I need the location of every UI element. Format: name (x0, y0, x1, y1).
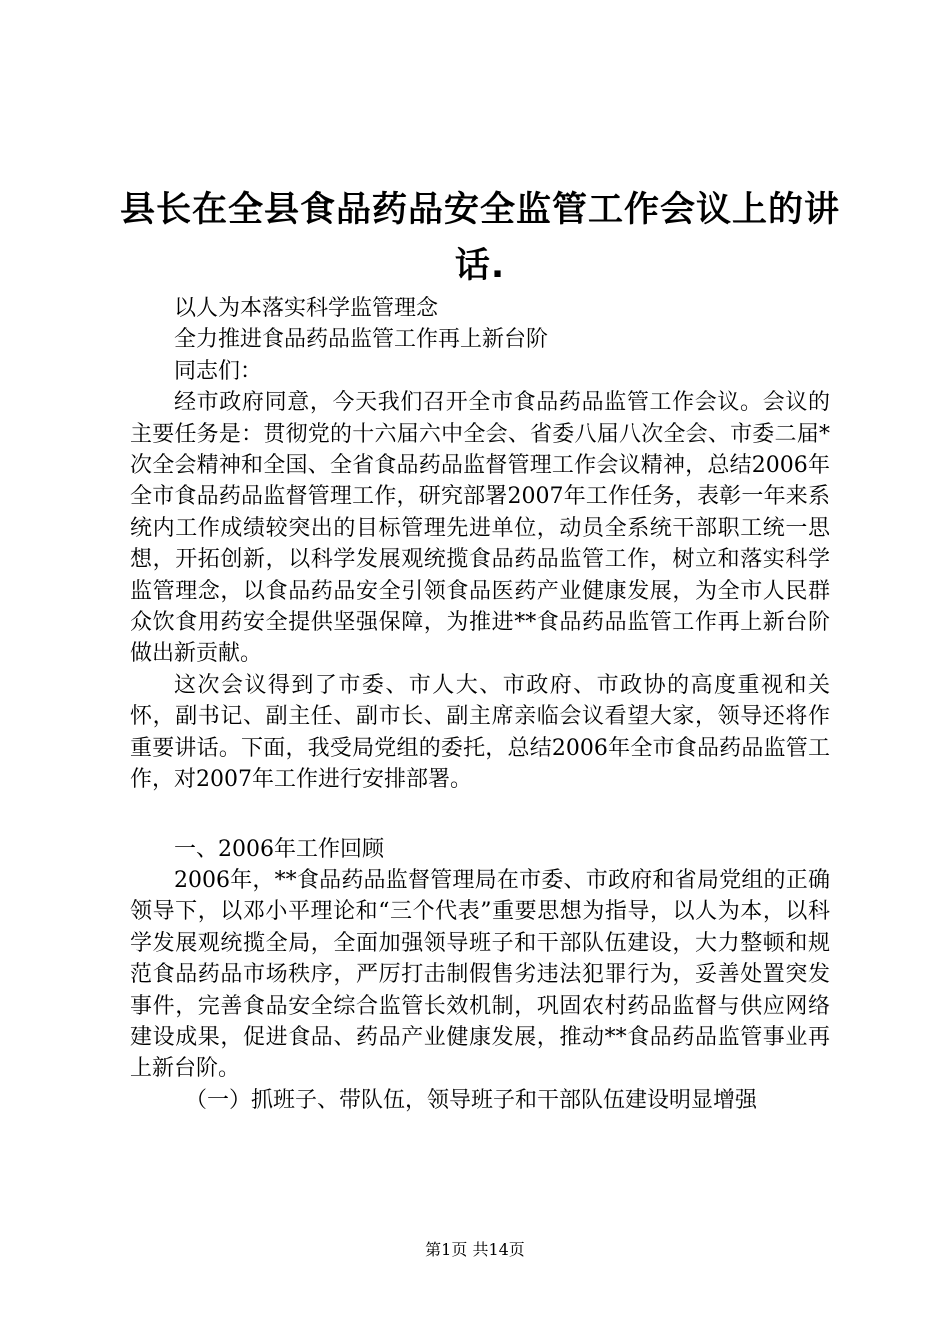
paragraph-review: 2006年，**食品药品监督管理局在市委、市政府和省局党组的正确领导下，以邓小平理论和“三个代表”重要思想为指导，以人为本，以科学发展观统揽全局，全面加强领导班子和干部队伍建设，大力整顿和规范食品药品市场秩序，严厉打击制假售劣违法犯罪行为，妥善处置突发事件，完善食品安全综合监管长效机制，巩固农村药品监督与供应网络建设成果，促进食品、药品产业健康发展，推动**食品药品监管事业再上新台阶。 (130, 867, 830, 1082)
subtitle-line-2: 全力推进食品药品监管工作再上新台阶 (174, 327, 549, 353)
page-footer: 第1页 共14页 (425, 1240, 525, 1259)
salutation: 同志们： (174, 358, 263, 384)
document-body (130, 293, 830, 1116)
section-heading-review: 一、2006年工作回顾 (174, 836, 384, 862)
paragraph-intro: 经市政府同意，今天我们召开全市食品药品监管工作会议。会议的主要任务是：贯彻党的十六届六中全会、省委八届八次全会、市委二届*次全会精神和全国、全省食品药品监督管理工作会议精神，总结2006年全市食品药品监督管理工作，研究部署2007年工作任务，表彰一年来系统内工作成绩较突出的目标管理先进单位，动员全系统干部职工统一思想，开拓创新，以科学发展观统揽食品药品监管工作，树立和落实科学监管理念，以食品药品安全引领食品医药产业健康发展，为全市人民群众饮食用药安全提供坚强保障，为推进**食品药品监管工作再上新台阶做出新贡献。 (130, 390, 830, 667)
paragraph-meeting: 这次会议得到了市委、市人大、市政府、市政协的高度重视和关怀，副书记、副主任、副市长、副主席亲临会议看望大家，领导还将作重要讲话。下面，我受局党组的委托，总结2006年全市食品药品监管工作，对2007年工作进行安排部署。 (130, 672, 830, 793)
paragraph-gap (130, 796, 830, 834)
subtitle-line-1: 以人为本落实科学监管理念 (174, 296, 439, 321)
document-title: 县长在全县食品药品安全监管工作会议上的讲话. (120, 190, 841, 286)
subsection-heading-leadership: （一）抓班子、带队伍，领导班子和干部队伍建设明显增强 (185, 1087, 758, 1113)
